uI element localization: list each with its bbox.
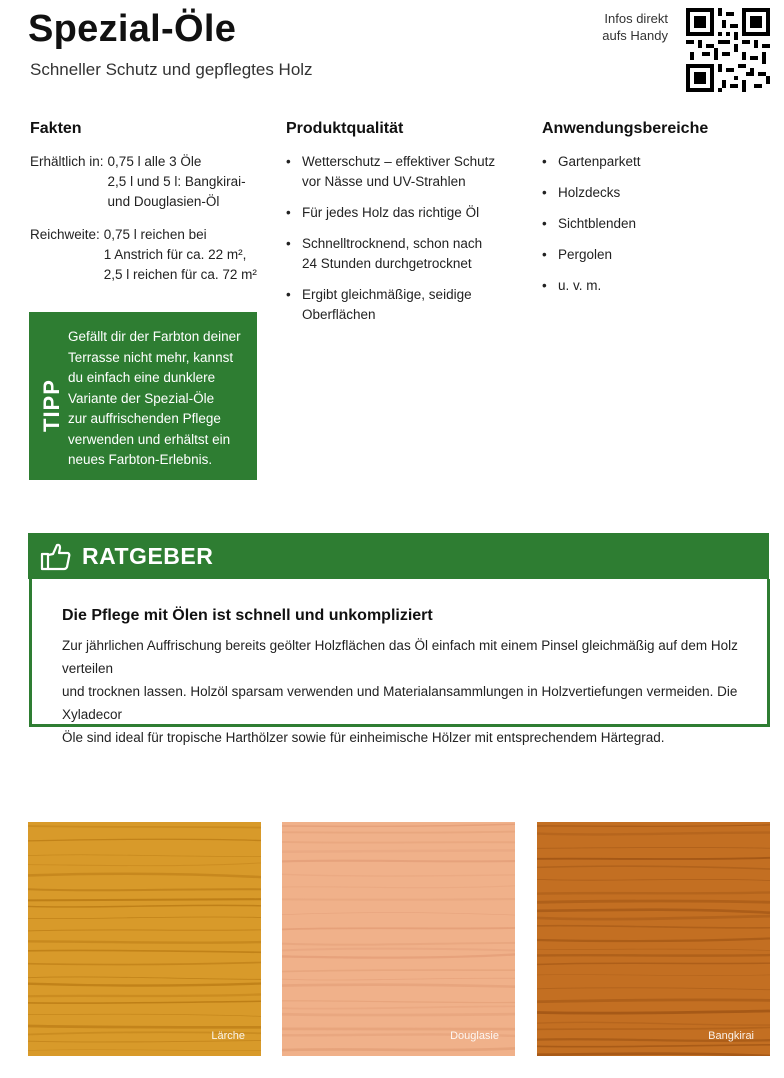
tip-line: neues Farbton-Erlebnis.: [68, 452, 213, 467]
list-item-line: • Schnelltrocknend, schon nach: [302, 236, 483, 251]
qr-caption-line-1: Infos direkt: [604, 11, 668, 26]
tip-line: zur auffrischenden Pflege: [68, 411, 221, 426]
list-item: [286, 152, 526, 192]
tip-line: du einfach eine dunklere: [68, 370, 216, 385]
advice-box: [29, 579, 770, 745]
list-item: [286, 234, 526, 274]
qr-code[interactable]: [686, 8, 770, 92]
wood-swatch-laerche: [28, 822, 261, 1056]
advice-line: und trocknen lassen. Holzöl sparsam verwenden und Materialansammlungen in Holzvertiefungen vermeiden. Die Xyladecor: [62, 684, 738, 722]
availability-line: und Douglasien-Öl: [107, 194, 220, 209]
quality-column: [286, 120, 526, 336]
advice-line: Zur jährlichen Auffrischung bereits geölter Holzflächen das Öl einfach mit einem Pinsel gleichmäßig auf dem Holz verteilen: [62, 638, 738, 676]
page-subtitle: Schneller Schutz und gepflegtes Holz: [30, 60, 313, 79]
quality-list: [286, 152, 526, 325]
availability-line: 2,5 l und 5 l: Bangkirai-: [107, 174, 246, 189]
advice-heading: Die Pflege mit Ölen ist schnell und unkompliziert: [62, 607, 433, 624]
facts-availability: [30, 152, 280, 212]
thumbs-up-icon: [40, 542, 72, 572]
tip-box: [29, 312, 257, 480]
advice-title: RATGEBER: [82, 543, 214, 569]
list-item: • Gartenparkett: [542, 152, 772, 172]
list-item: [286, 203, 526, 223]
list-item-line: Oberflächen: [302, 307, 376, 322]
list-item-line: 24 Stunden durchgetrocknet: [302, 256, 472, 271]
availability-line: 0,75 l alle 3 Öle: [107, 154, 202, 169]
coverage-label: Reichweite:: [30, 227, 100, 242]
coverage-line: 0,75 l reichen bei: [103, 227, 207, 242]
advice-line: Öle sind ideal für tropische Harthölzer sowie für einheimische Hölzer mit entsprechendem Härtegrad.: [62, 730, 665, 745]
coverage-line: 2,5 l reichen für ca. 72 m²: [103, 267, 257, 282]
list-item-line: vor Nässe und UV-Strahlen: [302, 174, 466, 189]
availability-label: Erhältlich in:: [30, 154, 104, 169]
list-item: • Pergolen: [542, 245, 772, 265]
list-item: • Holzdecks: [542, 183, 772, 203]
tip-text: [68, 327, 250, 471]
swatch-label: Bangkirai: [708, 1030, 754, 1042]
application-column: [542, 120, 772, 307]
facts-coverage: [30, 225, 280, 285]
list-item: • u. v. m.: [542, 276, 772, 296]
tip-line: Terrasse nicht mehr, kannst: [68, 349, 234, 365]
wood-swatch-douglasie: [282, 822, 515, 1056]
application-heading: Anwendungsbereiche: [542, 120, 709, 137]
application-list: [542, 152, 772, 296]
coverage-line: 1 Anstrich für ca. 22 m²,: [103, 247, 247, 262]
tip-label: TIPP: [39, 379, 64, 432]
facts-heading: Fakten: [30, 120, 82, 137]
advice-text: [62, 634, 752, 749]
list-item-line: • Wetterschutz – effektiver Schutz: [302, 154, 496, 169]
tip-line: verwenden und erhältst ein: [68, 431, 231, 447]
advice-header: [28, 533, 769, 579]
list-item-line: • Für jedes Holz das richtige Öl: [302, 205, 480, 220]
facts-column: [30, 120, 280, 285]
wood-swatch-bangkirai: [537, 822, 770, 1056]
tip-line: Gefällt dir der Farbton deiner: [68, 329, 241, 344]
list-item: [286, 285, 526, 325]
qr-caption: [596, 10, 668, 44]
page-title: Spezial-Öle: [28, 8, 237, 50]
qr-caption-line-2: aufs Handy: [602, 28, 668, 43]
swatch-label: Douglasie: [450, 1030, 499, 1042]
quality-heading: Produktqualität: [286, 120, 404, 137]
list-item-line: • Ergibt gleichmäßige, seidige: [302, 287, 472, 302]
list-item: • Sichtblenden: [542, 214, 772, 234]
tip-line: Variante der Spezial-Öle: [68, 390, 215, 406]
swatch-label: Lärche: [211, 1030, 245, 1042]
